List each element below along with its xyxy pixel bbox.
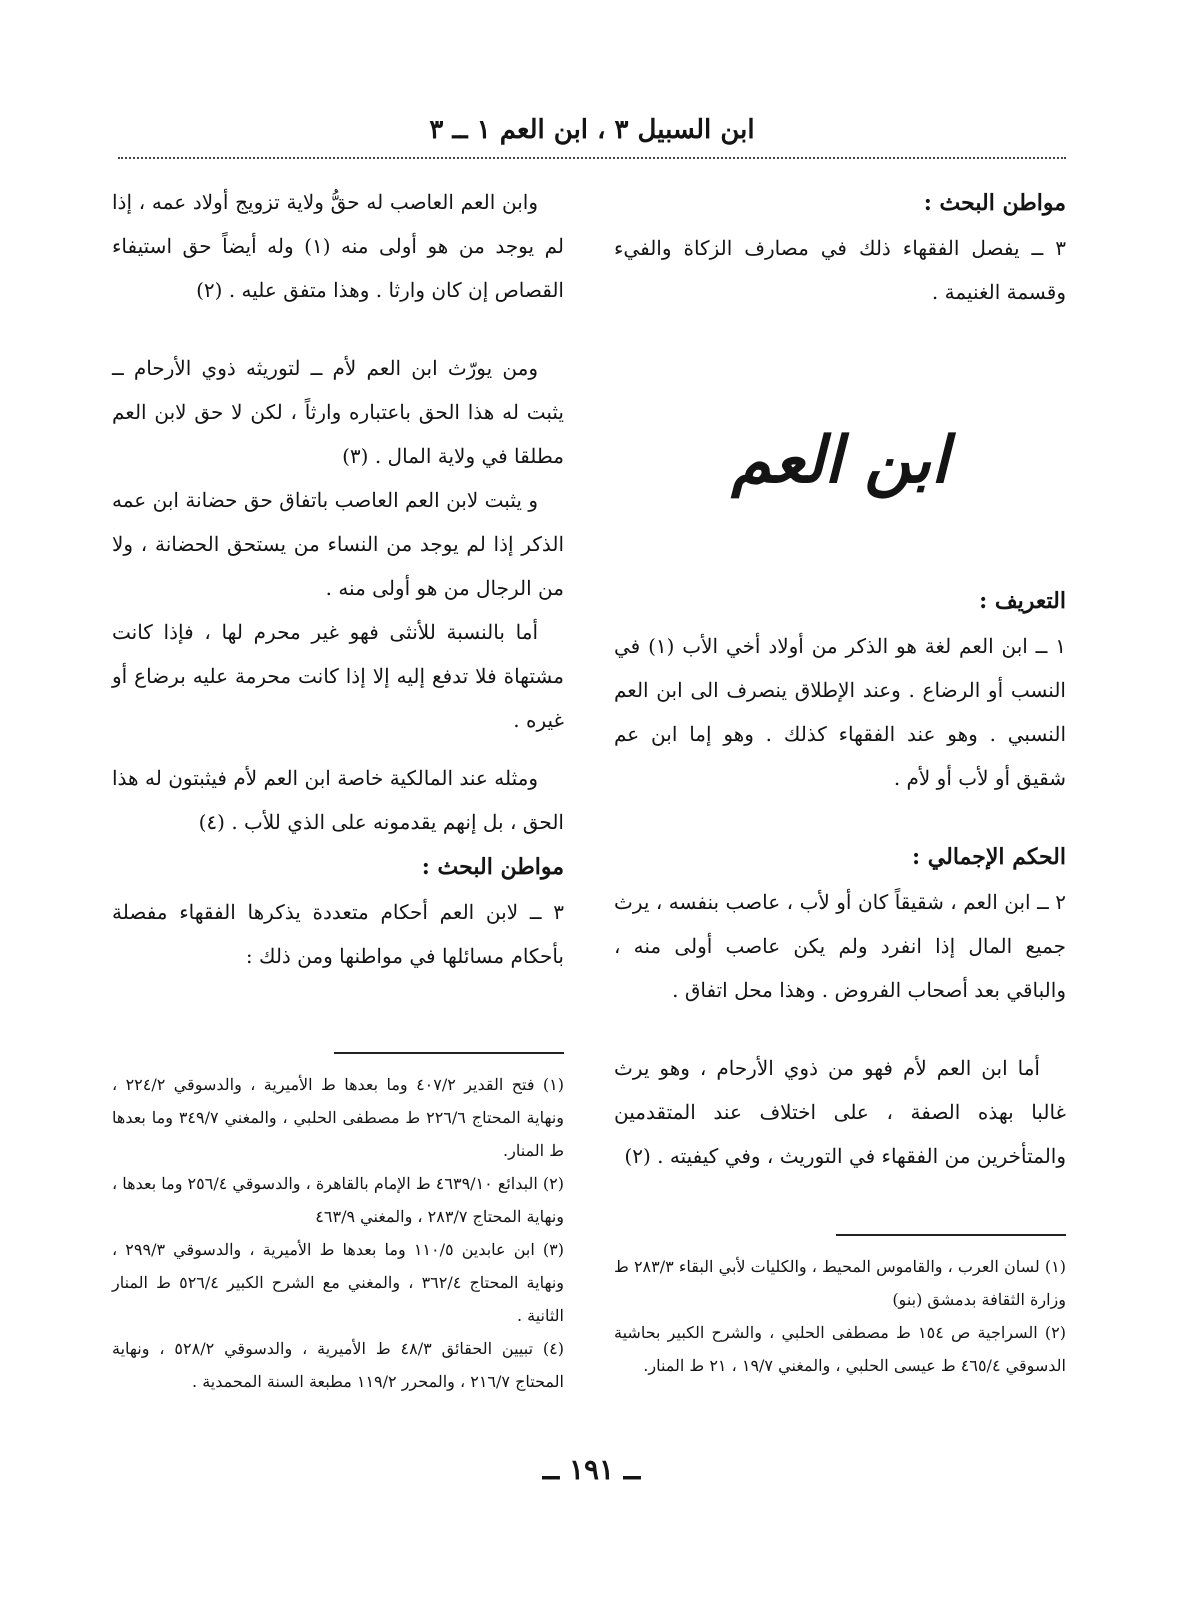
hukm-heading: الحكم الإجمالي : [912,844,1066,870]
entry-title: ابن العم [731,423,949,498]
footnote-item: (٤) تبيين الحقائق ٤٨/٣ ط الأميرية ، والدسوقي ٥٢٨/٢ ، ونهاية المحتاج ٢١٦/٧ ، والمحرر ١١٩/٢ مطبعة السنة المحمدية . [112,1339,565,1391]
left-paragraph-5: ومثله عند المالكية خاصة ابن العم لأم فيثبتون له هذا الحق ، بل إنهم يقدمونه على الذي للأب . (٤) [112,766,564,834]
footnote-item: (٢) البدائع ٤٦٣٩/١٠ ط الإمام بالقاهرة ، والدسوقي ٢٥٦/٤ وما بعدها ، ونهاية المحتاج ٢٨٣/٧ ، والمغني ٤٦٣/٩ [112,1174,564,1226]
hukm-paragraph: ٢ ــ ابن العم ، شقيقاً كان أو لأب ، عاصب بنفسه ، يرث جميع المال إذا انفرد ولم يكن عاصب أولى منه ، والباقي بعد أصحاب الفروض . وهذا محل اتفاق . [614,890,1067,1002]
footnotes-right [614,1234,1066,1382]
left-paragraph-3: و يثبت لابن العم العاصب باتفاق حق حضانة ابن عمه الذكر إذا لم يوجد من النساء من يستحق الحضانة ، ولا من الرجال من هو أولى منه . [112,488,565,600]
footnote-item: (١) فتح القدير ٤٠٧/٢ وما بعدها ط الأميرية ، والدسوقي ٢٢٤/٢ ، ونهاية المحتاج ٢٢٦/٦ ط مصطفى الحلبي ، والمغني ٣٤٩/٧ وما بعدها ط المنار. [112,1075,565,1160]
header-dotted-rule [118,157,1066,159]
mawatin-paragraph-right: ٣ ــ يفصل الفقهاء ذلك في مصارف الزكاة والفيء وقسمة الغنيمة . [614,236,1066,304]
left-paragraph-1: وابن العم العاصب له حقُّ ولاية تزويج أولاد عمه ، إذا لم يوجد من هو أولى منه (١) وله أيضاً حق استيفاء القصاص إن كان وارثا . وهذا متفق عليه . (٢) [112,190,564,302]
ibn-al-amm-li-umm-paragraph: أما ابن العم لأم فهو من ذوي الأرحام ، وهو يرث غالبا بهذه الصفة ، على اختلاف عند المتقدمين والمتأخرين من الفقهاء في التوريث ، وفي كيفيته . (٢) [614,1056,1066,1168]
tarif-heading: التعريف : [979,588,1066,614]
mawatin-heading-right: مواطن البحث : [923,190,1066,216]
right-column [614,180,1066,1178]
footnotes-left [112,1052,564,1398]
footnote-item: (١) لسان العرب ، والقاموس المحيط ، والكليات لأبي البقاء ٢٨٣/٣ ط وزارة الثقافة بدمشق (بنو) [614,1257,1066,1309]
left-paragraph-4: أما بالنسبة للأنثى فهو غير محرم لها ، فإذا كانت مشتهاة فلا تدفع إليه إلا إذا كانت محرمة عليه برضاع أو غيره . [112,620,564,732]
mawatin-paragraph-left: ٣ ــ لابن العم أحكام متعددة يذكرها الفقهاء مفصلة بأحكام مسائلها في مواطنها ومن ذلك : [112,900,564,968]
running-head: ابن السبيل ٣ ، ابن العم ١ ــ ٣ [429,115,755,145]
footnote-item: (٣) ابن عابدين ١١٠/٥ وما بعدها ط الأميرية ، والدسوقي ٢٩٩/٣ ، ونهاية المحتاج ٣٦٢/٤ ، والمغني مع الشرح الكبير ٥٢٦/٤ ط المنار الثانية . [112,1240,565,1325]
footnote-item: (٢) السراجية ص ١٥٤ ط مصطفى الحلبي ، والشرح الكبير بحاشية الدسوقي ٤٦٥/٤ ط عيسى الحلبي ، والمغني ١٩/٧ ، ٢١ ط المنار. [614,1323,1066,1375]
left-column [112,180,564,978]
left-paragraph-2: ومن يورّث ابن العم لأم ــ لتوريثه ذوي الأرحام ــ يثبت له هذا الحق باعتباره وارثاً ، لكن لا حق لابن العم مطلقا في ولاية المال . (٣) [112,356,564,468]
tarif-paragraph: ١ ــ ابن العم لغة هو الذكر من أولاد أخي الأب (١) في النسب أو الرضاع . وعند الإطلاق ينصرف الى ابن العم النسبي . وهو عند الفقهاء كذلك . وهو إما ابن عم شقيق أو لأب أو لأم . [614,634,1066,790]
mawatin-heading-left: مواطن البحث : [421,854,564,880]
page-number: ــ ١٩١ ــ [542,1453,641,1486]
